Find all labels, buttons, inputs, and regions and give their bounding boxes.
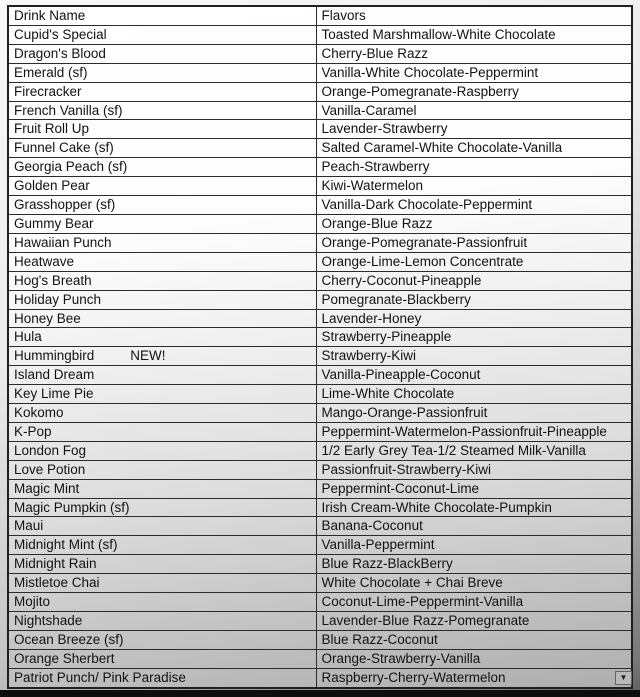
flavors-text: Vanilla-Peppermint (321, 537, 435, 553)
table-row (8, 25, 632, 44)
drink-name-text: Dragon's Blood (14, 45, 106, 61)
flavors-text: Vanilla-Dark Chocolate-Peppermint (321, 197, 533, 213)
drink-name-text: Holiday Punch (14, 291, 102, 307)
flavors-cell (316, 233, 632, 252)
table-row (8, 404, 632, 423)
drink-name-text: Love Potion (14, 461, 86, 477)
table-row (8, 649, 632, 668)
table-row (8, 158, 632, 177)
drink-name-cell (8, 101, 316, 120)
scroll-down-button[interactable] (615, 671, 632, 685)
flavors-text: Lavender-Strawberry (321, 121, 448, 137)
table-row (8, 517, 632, 536)
table-row (8, 120, 632, 139)
drink-name-cell (8, 460, 316, 479)
header-drink-name: Drink Name (8, 6, 316, 25)
drink-name-text: French Vanilla (sf) (14, 102, 123, 118)
drink-name-cell (8, 25, 316, 44)
drink-name-text: Hawaiian Punch (14, 234, 112, 250)
flavors-text: Raspberry-Cherry-Watermelon (321, 669, 506, 685)
drink-name-text: Hula (14, 329, 42, 345)
drink-name-text: K-Pop (14, 423, 52, 439)
drink-name-cell (8, 328, 316, 347)
table-row (8, 271, 632, 290)
drink-table-body (8, 25, 632, 687)
flavors-cell (316, 366, 632, 385)
drink-name-cell (8, 177, 316, 196)
flavors-cell (316, 25, 632, 44)
table-row (8, 385, 632, 404)
drink-name-cell (8, 630, 316, 649)
flavors-cell (316, 252, 632, 271)
drinks-table (7, 5, 633, 689)
flavors-cell (316, 139, 632, 158)
drink-name-cell (8, 196, 316, 215)
drink-name-text: Gummy Bear (14, 215, 94, 231)
flavors-cell (316, 328, 632, 347)
flavors-cell (316, 309, 632, 328)
drink-name-text: Island Dream (14, 367, 95, 383)
table-row (8, 328, 632, 347)
flavors-cell (316, 120, 632, 139)
flavors-text: Vanilla-White Chocolate-Peppermint (321, 64, 539, 80)
drink-name-text: Fruit Roll Up (14, 121, 90, 137)
table-row (8, 460, 632, 479)
flavors-cell (316, 196, 632, 215)
flavors-text: Blue Razz-Coconut (321, 631, 438, 647)
table-row (8, 630, 632, 649)
flavors-text: Salted Caramel-White Chocolate-Vanilla (321, 140, 563, 156)
flavors-cell (316, 177, 632, 196)
drink-name-text: Ocean Breeze (sf) (14, 631, 124, 647)
table-row (8, 214, 632, 233)
flavors-cell (316, 498, 632, 517)
flavors-cell (316, 44, 632, 63)
drink-name-cell (8, 593, 316, 612)
table-row (8, 441, 632, 460)
flavors-text: Orange-Strawberry-Vanilla (321, 650, 481, 666)
drink-name-cell (8, 139, 316, 158)
table-row (8, 196, 632, 215)
drink-name-cell (8, 404, 316, 423)
table-row (8, 668, 632, 687)
flavors-cell (316, 63, 632, 82)
flavors-cell (316, 593, 632, 612)
table-row (8, 366, 632, 385)
flavors-cell (316, 536, 632, 555)
flavors-text: Strawberry-Kiwi (321, 348, 417, 364)
new-badge: NEW! (130, 348, 166, 364)
drink-name-text: Maui (14, 518, 44, 534)
drink-name-text: Hummingbird (14, 348, 95, 364)
table-row (8, 555, 632, 574)
table-row (8, 139, 632, 158)
drink-name-cell (8, 309, 316, 328)
flavors-cell (316, 290, 632, 309)
flavors-cell (316, 517, 632, 536)
flavors-text: 1/2 Early Grey Tea-1/2 Steamed Milk-Vanilla (321, 442, 586, 458)
flavors-cell (316, 649, 632, 668)
flavors-text: Orange-Pomegranate-Passionfruit (321, 234, 528, 250)
flavors-text: Cherry-Coconut-Pineapple (321, 272, 482, 288)
flavors-text: White Chocolate + Chai Breve (321, 575, 503, 591)
header-row (8, 6, 632, 25)
table-row (8, 479, 632, 498)
drink-name-text: Mistletoe Chai (14, 575, 100, 591)
drink-name-cell (8, 63, 316, 82)
table-row (8, 233, 632, 252)
flavors-cell (316, 668, 632, 687)
drink-name-cell (8, 82, 316, 101)
flavors-cell (316, 612, 632, 631)
table-row (8, 498, 632, 517)
flavors-text: Lavender-Blue Razz-Pomegranate (321, 613, 530, 628)
drink-name-cell (8, 44, 316, 63)
drink-name-text: Hog's Breath (14, 272, 92, 288)
drink-name-text: Funnel Cake (sf) (14, 140, 114, 156)
flavors-text: Peppermint-Watermelon-Passionfruit-Pineapple (321, 423, 607, 439)
flavors-text: Vanilla-Caramel (321, 102, 417, 118)
flavors-cell (316, 101, 632, 120)
drink-name-cell (8, 290, 316, 309)
drink-name-cell (8, 479, 316, 498)
flavors-cell (316, 385, 632, 404)
drink-name-cell (8, 271, 316, 290)
flavors-cell (316, 404, 632, 423)
flavors-text: Banana-Coconut (321, 518, 423, 534)
drink-name-text: Midnight Rain (14, 556, 97, 572)
flavors-cell (316, 214, 632, 233)
flavors-text: Strawberry-Pineapple (321, 329, 452, 345)
drink-name-text: Emerald (sf) (14, 64, 88, 80)
flavors-cell (316, 630, 632, 649)
flavors-text: Toasted Marshmallow-White Chocolate (321, 26, 556, 42)
flavors-text: Coconut-Lime-Peppermint-Vanilla (321, 594, 524, 610)
flavors-cell (316, 441, 632, 460)
drink-name-cell (8, 536, 316, 555)
flavors-text: Irish Cream-White Chocolate-Pumpkin (321, 499, 552, 515)
table-row (8, 309, 632, 328)
drink-name-cell (8, 649, 316, 668)
flavors-text: Orange-Lime-Lemon Concentrate (321, 253, 524, 269)
table-row (8, 612, 632, 631)
flavors-cell (316, 555, 632, 574)
table-row (8, 536, 632, 555)
table-row (8, 574, 632, 593)
drink-name-text: Midnight Mint (sf) (14, 537, 118, 553)
drink-name-cell (8, 441, 316, 460)
header-flavors: Flavors (316, 6, 632, 25)
bottom-edge-bar (0, 690, 640, 697)
drink-name-cell (8, 214, 316, 233)
chevron-down-icon: ▼ (619, 673, 628, 682)
drink-name-text: Firecracker (14, 83, 82, 99)
drink-name-cell (8, 158, 316, 177)
drink-name-cell (8, 498, 316, 517)
table-row (8, 422, 632, 441)
flavors-text: Lavender-Honey (321, 310, 422, 326)
drink-name-cell (8, 385, 316, 404)
drink-name-cell (8, 517, 316, 536)
drink-name-cell (8, 252, 316, 271)
drink-name-cell (8, 233, 316, 252)
flavors-text: Passionfruit-Strawberry-Kiwi (321, 461, 492, 477)
drink-name-text: Honey Bee (14, 310, 81, 326)
flavors-text: Peppermint-Coconut-Lime (321, 480, 480, 496)
drink-name-cell (8, 120, 316, 139)
drink-name-cell (8, 347, 316, 366)
flavors-text: Kiwi-Watermelon (321, 178, 424, 194)
drink-name-text: London Fog (14, 442, 87, 458)
drink-name-text: Heatwave (14, 253, 75, 269)
table-row (8, 593, 632, 612)
drink-name-cell (8, 366, 316, 385)
flavors-text: Blue Razz-BlackBerry (321, 556, 453, 572)
flavors-text: Peach-Strawberry (321, 159, 430, 175)
table-row (8, 347, 632, 366)
drink-name-cell (8, 422, 316, 441)
drink-name-text: Kokomo (14, 405, 64, 421)
table-row (8, 252, 632, 271)
flavors-text: Vanilla-Pineapple-Coconut (321, 367, 481, 383)
flavors-text: Orange-Pomegranate-Raspberry (321, 83, 519, 99)
table-row (8, 290, 632, 309)
flavors-text: Cherry-Blue Razz (321, 45, 429, 61)
flavors-text: Mango-Orange-Passionfruit (321, 405, 488, 421)
flavors-cell (316, 574, 632, 593)
flavors-cell (316, 479, 632, 498)
drink-name-text: Key Lime Pie (14, 386, 94, 402)
drink-name-text: Patriot Punch/ Pink Paradise (14, 669, 186, 685)
drink-name-text: Georgia Peach (sf) (14, 159, 128, 175)
flavors-cell (316, 82, 632, 101)
drink-name-cell (8, 555, 316, 574)
table-row (8, 82, 632, 101)
drink-name-cell (8, 668, 316, 687)
flavors-cell (316, 271, 632, 290)
drink-name-text: Mojito (14, 594, 51, 610)
drink-name-text: Magic Mint (14, 480, 80, 496)
flavors-text: Pomegranate-Blackberry (321, 291, 471, 307)
table-row (8, 44, 632, 63)
flavors-text: Lime-White Chocolate (321, 386, 455, 402)
drink-name-cell (8, 574, 316, 593)
flavors-cell (316, 347, 632, 366)
drink-name-text: Magic Pumpkin (sf) (14, 499, 130, 515)
drink-name-cell (8, 612, 316, 631)
flavors-cell (316, 460, 632, 479)
drinks-table-header (8, 6, 632, 25)
flavors-cell (316, 158, 632, 177)
drink-name-text: Grasshopper (sf) (14, 197, 116, 213)
table-row (8, 101, 632, 120)
flavors-text: Orange-Blue Razz (321, 215, 433, 231)
flavors-cell (316, 422, 632, 441)
drink-name-text: Orange Sherbert (14, 650, 115, 666)
table-row (8, 177, 632, 196)
drink-name-text: Cupid's Special (14, 26, 107, 42)
drink-name-text: Golden Pear (14, 178, 90, 194)
drink-name-text: Nightshade (14, 613, 83, 628)
table-row (8, 63, 632, 82)
